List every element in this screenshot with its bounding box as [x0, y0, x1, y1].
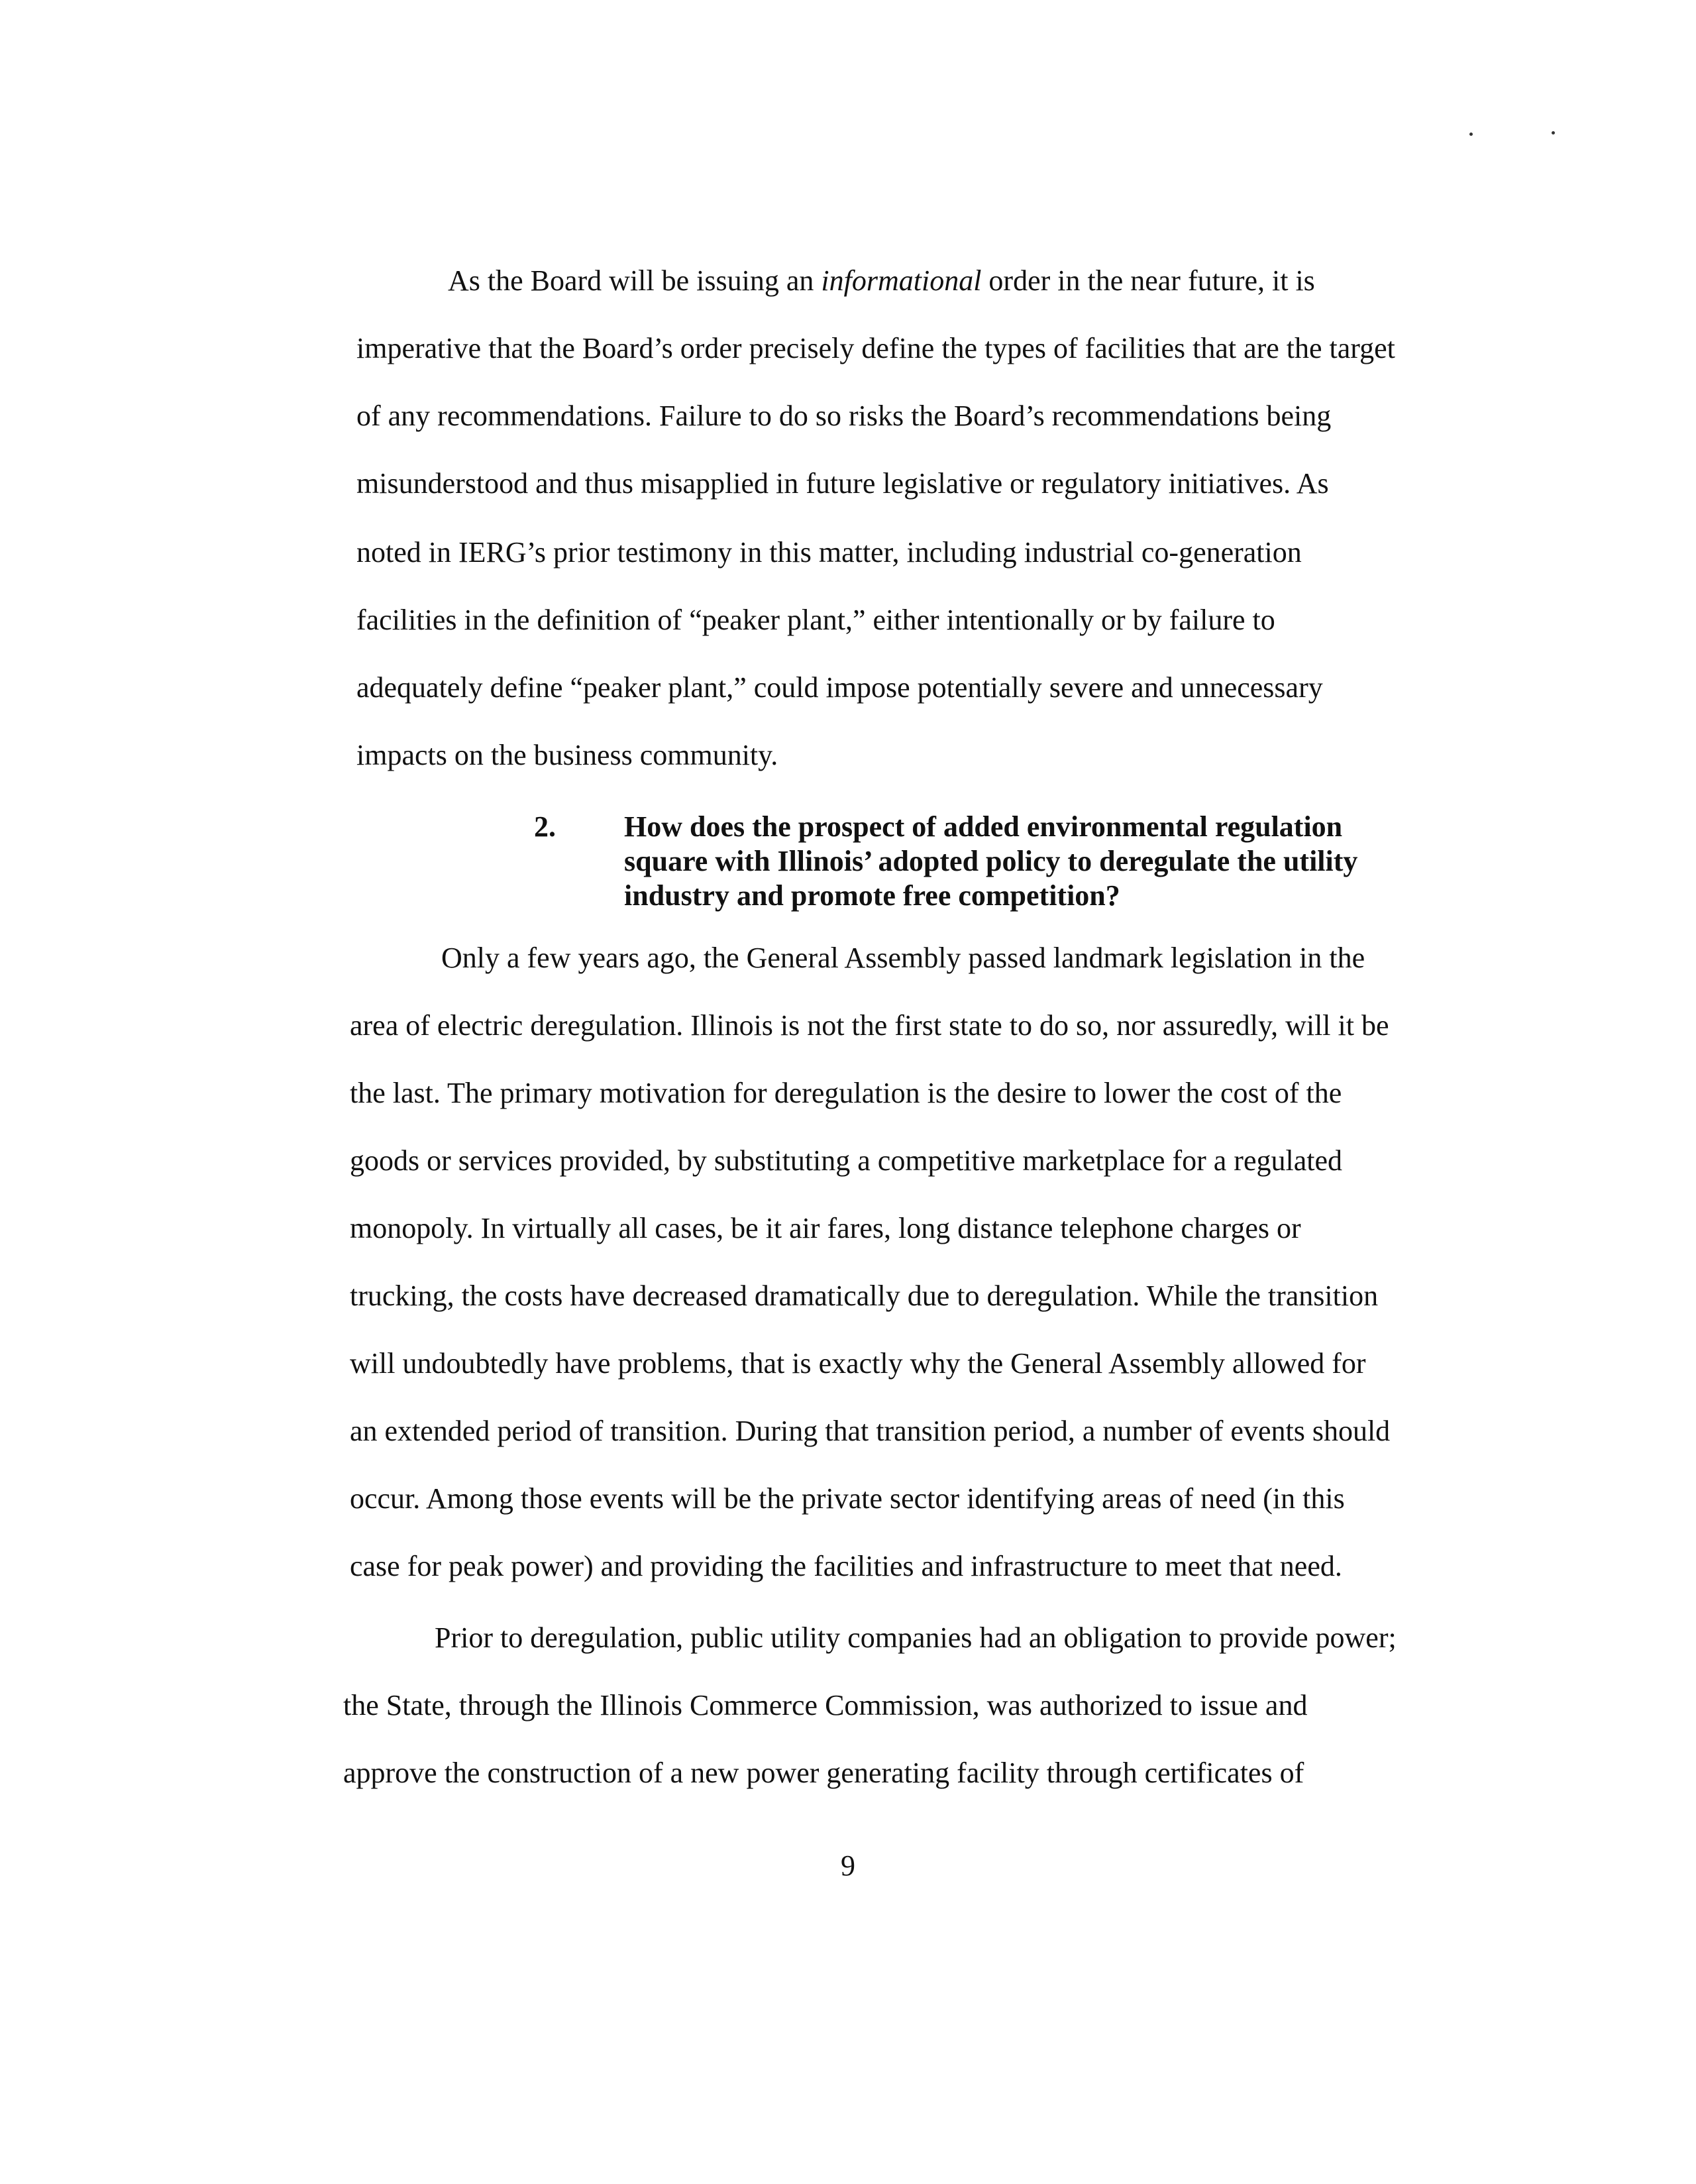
emphasized-word: informational	[821, 264, 982, 297]
text-line: Only a few years ago, the General Assembly passed landmark legislation in the	[441, 942, 1365, 974]
text-line: misunderstood and thus misapplied in future legislative or regulatory initiatives. As	[356, 467, 1329, 500]
text-line: occur. Among those events will be the private sector identifying areas of need (in this	[350, 1482, 1345, 1515]
section-number: 2.	[534, 810, 556, 843]
heading-line: square with Illinois’ adopted policy to deregulate the utility	[624, 845, 1358, 877]
text-line: facilities in the definition of “peaker plant,” either intentionally or by failure to	[356, 604, 1275, 636]
text-line: an extended period of transition. During that transition period, a number of events should	[350, 1415, 1391, 1447]
page-number: 9	[841, 1849, 855, 1882]
scan-speck	[1469, 133, 1473, 136]
text-line: the last. The primary motivation for deregulation is the desire to lower the cost of the	[350, 1077, 1342, 1109]
text-line: noted in IERG’s prior testimony in this matter, including industrial co-generation	[356, 536, 1302, 569]
text-line: approve the construction of a new power generating facility through certificates of	[343, 1757, 1304, 1789]
text-line: the State, through the Illinois Commerce Commission, was authorized to issue and	[343, 1689, 1308, 1721]
text-line: imperative that the Board’s order precisely define the types of facilities that are the target	[356, 332, 1395, 364]
text-line: Prior to deregulation, public utility companies had an obligation to provide power;	[435, 1621, 1397, 1654]
text-line: impacts on the business community.	[356, 739, 778, 771]
text-line: of any recommendations. Failure to do so risks the Board’s recommendations being	[356, 400, 1332, 432]
text-line: case for peak power) and providing the facilities and infrastructure to meet that need.	[350, 1550, 1342, 1582]
text-line: adequately define “peaker plant,” could impose potentially severe and unnecessary	[356, 671, 1323, 704]
text-line: goods or services provided, by substituting a competitive marketplace for a regulated	[350, 1144, 1342, 1177]
scan-speck	[1552, 131, 1555, 135]
text-line: monopoly. In virtually all cases, be it air fares, long distance telephone charges or	[350, 1212, 1301, 1244]
text-line: trucking, the costs have decreased dramatically due to deregulation. While the transition	[350, 1280, 1379, 1312]
heading-line: How does the prospect of added environmental regulation	[624, 810, 1343, 843]
text-line: area of electric deregulation. Illinois is not the first state to do so, nor assuredly, will it be	[350, 1009, 1389, 1042]
heading-line: industry and promote free competition?	[624, 879, 1120, 912]
section-heading	[624, 810, 1419, 913]
text-line: will undoubtedly have problems, that is exactly why the General Assembly allowed for	[350, 1347, 1366, 1380]
text-segment: order in the near future, it is	[981, 264, 1315, 297]
text-segment: As the Board will be issuing an	[448, 264, 822, 297]
text-line	[448, 264, 1315, 298]
